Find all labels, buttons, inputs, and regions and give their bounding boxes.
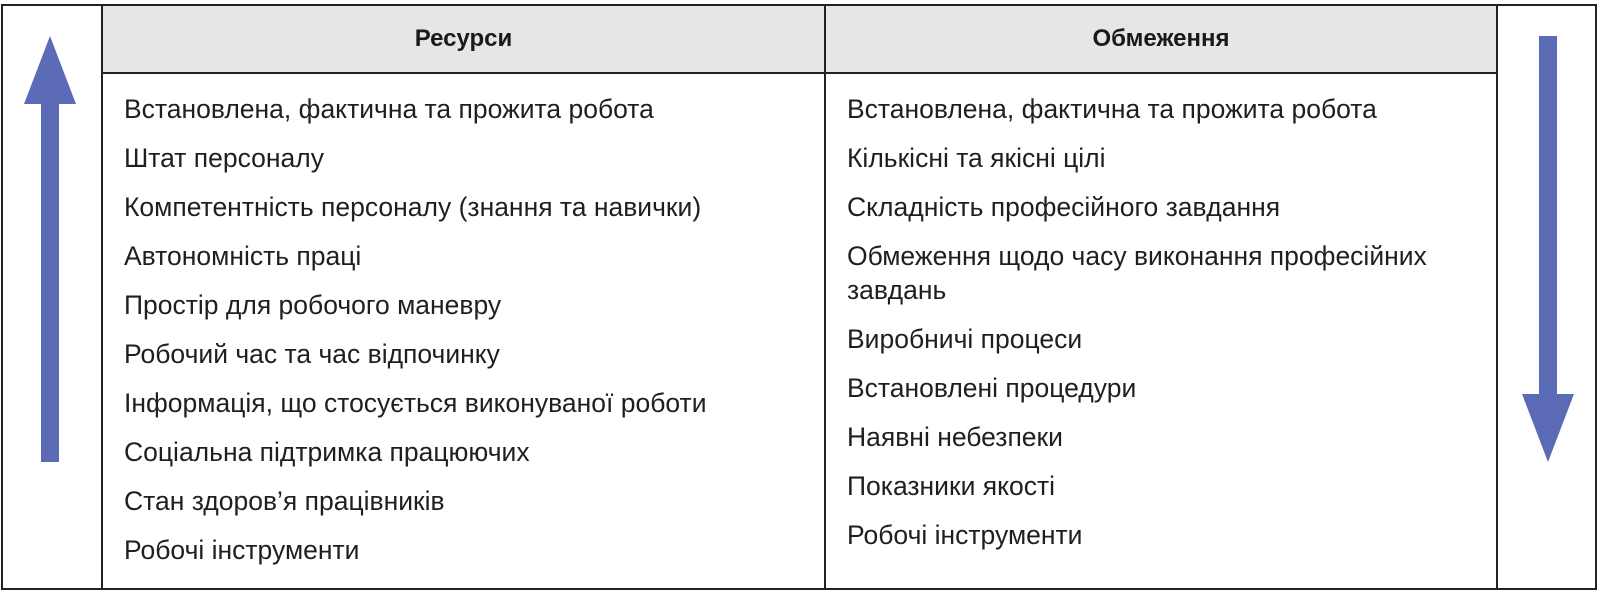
list-item: Штат персоналу [124, 143, 324, 173]
arrow-up-shape [24, 36, 76, 462]
list-item: Кількісні та якісні цілі [847, 143, 1106, 173]
arrow-down-shape [1522, 36, 1574, 462]
list-item: Наявні небезпеки [847, 422, 1063, 452]
list-item: Обмеження щодо часу виконання професійних завдань [847, 241, 1427, 305]
list-item: Встановлена, фактична та прожита робота [847, 94, 1377, 124]
constraints-list [847, 92, 1477, 567]
divider-left [101, 4, 103, 590]
arrow-down-icon [1520, 34, 1576, 464]
constraints-header: Обмеження [1092, 25, 1230, 52]
list-item: Встановлена, фактична та прожита робота [124, 94, 654, 124]
list-item: Робочі інструменти [124, 535, 360, 565]
resources-header: Ресурси [414, 25, 513, 52]
list-item: Складність професійного завдання [847, 192, 1281, 222]
list-item: Встановлені процедури [847, 373, 1137, 403]
list-item: Виробничі процеси [847, 324, 1083, 354]
divider-middle [824, 4, 826, 590]
list-item: Робочі інструменти [847, 520, 1083, 550]
list-item: Автономність праці [124, 241, 362, 271]
list-item: Показники якості [847, 471, 1056, 501]
header-divider [102, 72, 1496, 74]
list-item: Соціальна підтримка працюючих [124, 437, 530, 467]
list-item: Стан здоров’я працівників [124, 486, 445, 516]
list-item: Інформація, що стосується виконуваної роботи [124, 388, 707, 418]
divider-right [1496, 4, 1498, 590]
list-item: Компетентність персоналу (знання та навички) [124, 192, 702, 222]
arrow-up-icon [22, 34, 78, 464]
list-item: Простір для робочого маневру [124, 290, 502, 320]
resources-list [124, 92, 814, 582]
list-item: Робочий час та час відпочинку [124, 339, 500, 369]
